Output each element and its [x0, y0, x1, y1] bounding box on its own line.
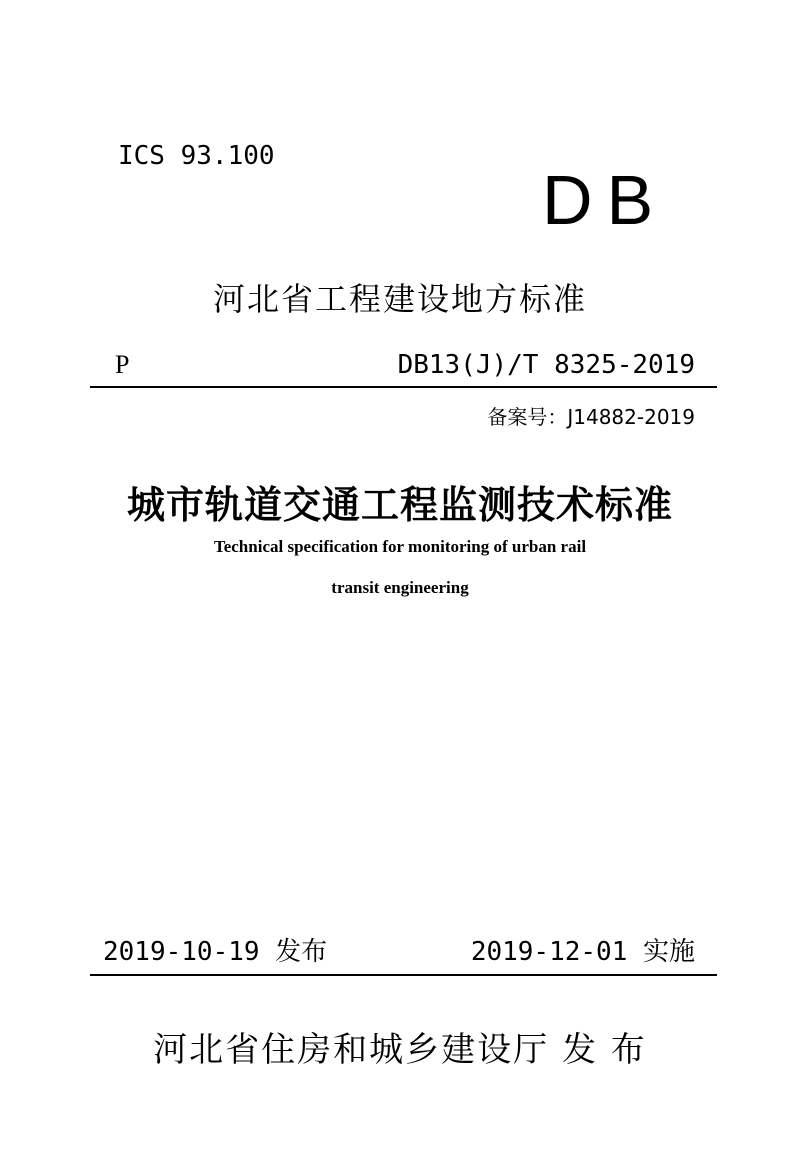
- implementation-date: 2019-12-01 实施: [470, 937, 695, 967]
- standard-category: 河北省工程建设地方标准: [212, 280, 587, 318]
- publisher: 河北省住房和城乡建设厅 发 布: [153, 1030, 647, 1070]
- title-english-line2: transit engineering: [331, 578, 469, 597]
- classification-code: P: [115, 350, 130, 379]
- issue-date: 2019-10-19 发布: [103, 937, 328, 967]
- bottom-divider: [90, 974, 717, 976]
- filing-number: 备案号：J14882-2019: [487, 405, 695, 429]
- ics-code: ICS 93.100: [118, 141, 275, 171]
- standard-number: DB13(J)/T 8325-2019: [397, 350, 695, 380]
- db-mark: DB: [542, 161, 668, 239]
- title-chinese: 城市轨道交通工程监测技术标准: [126, 482, 673, 527]
- top-divider: [90, 386, 717, 388]
- title-english-line1: Technical specification for monitoring of urban rail: [213, 537, 587, 556]
